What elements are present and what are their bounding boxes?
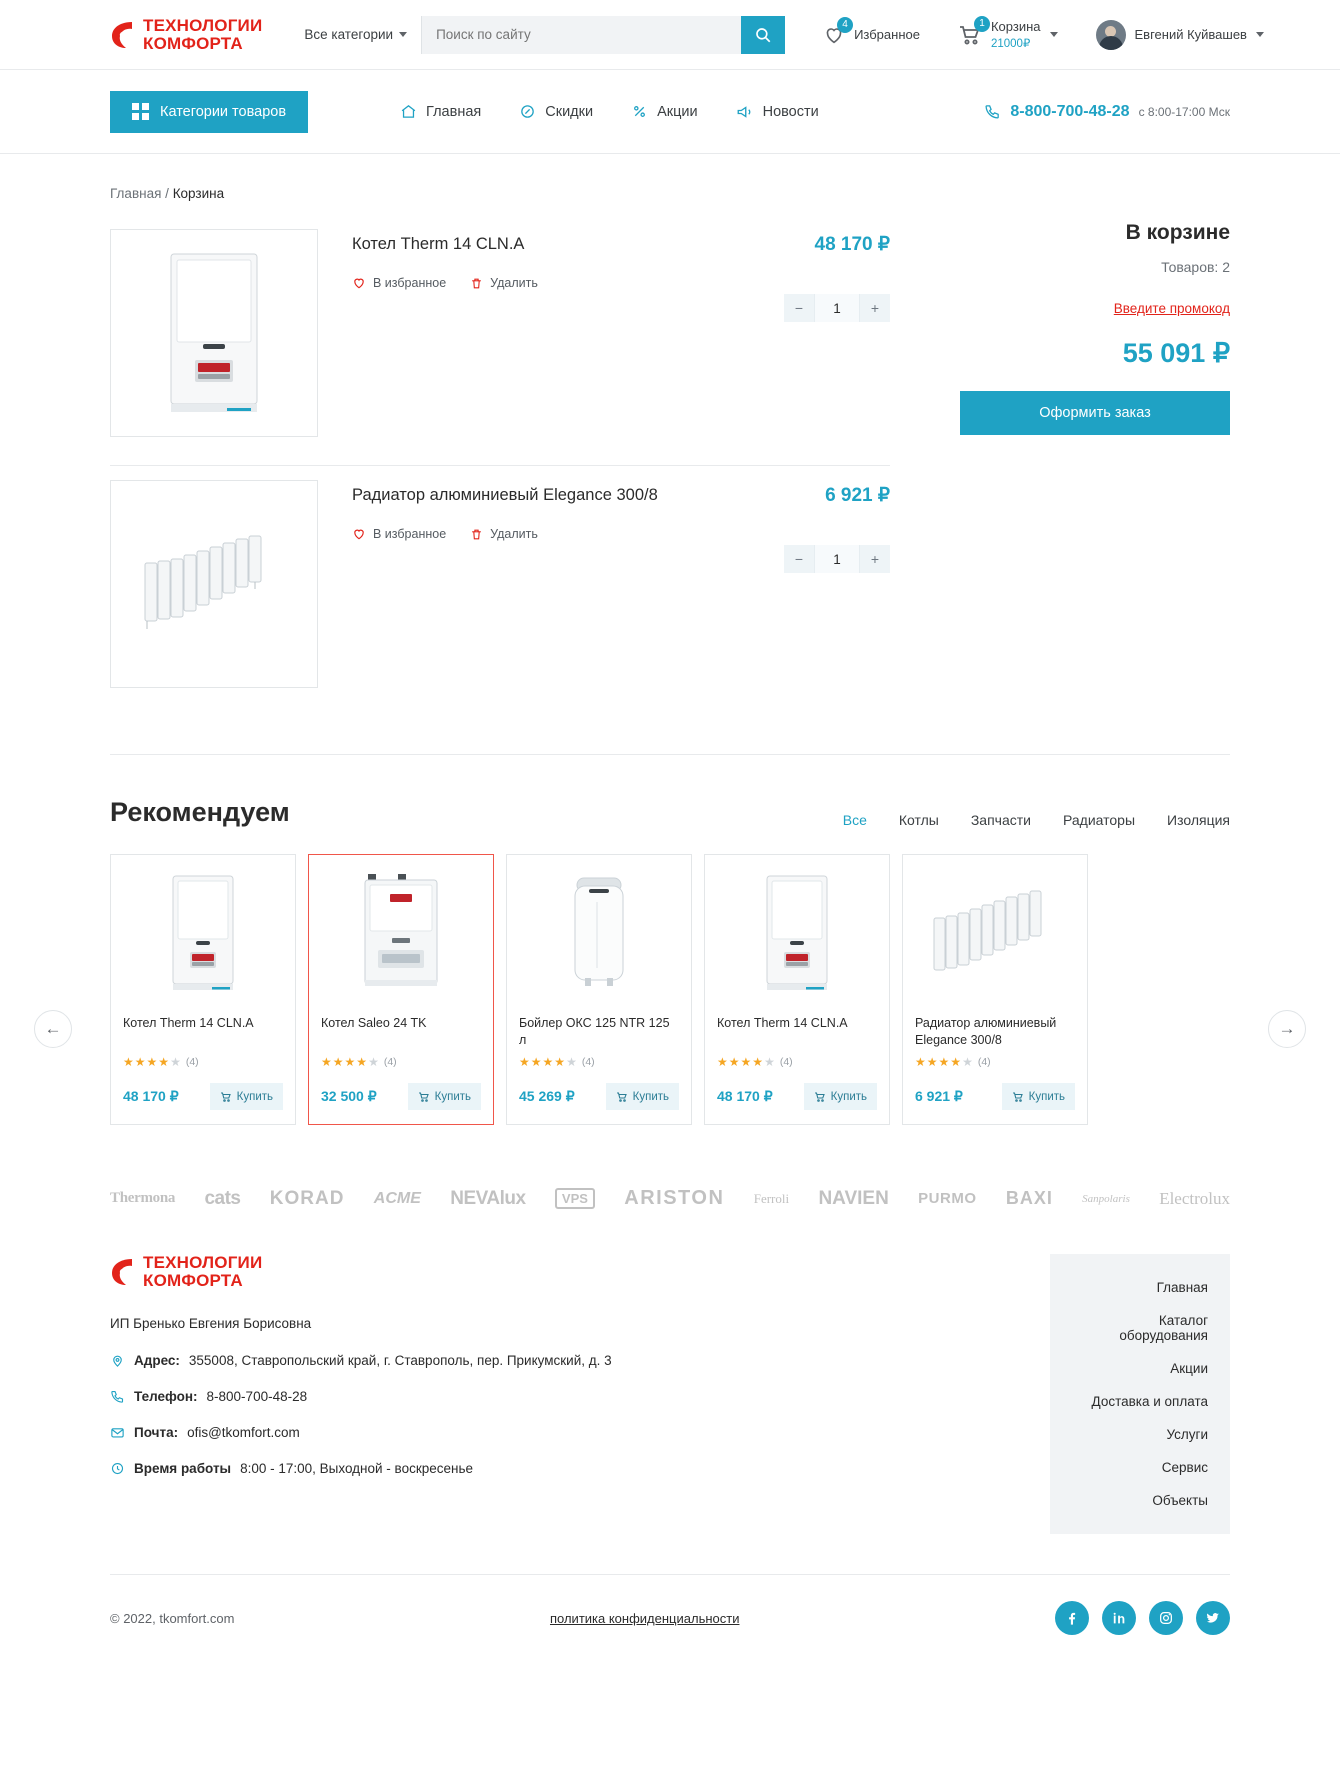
footer-logo-line-2: КОМФОРТА — [143, 1270, 243, 1290]
logo-line-2: КОМФОРТА — [143, 33, 243, 53]
footer-menu-item-objects[interactable]: Объекты — [1152, 1493, 1208, 1508]
cart-summary-count: Товаров: 2 — [1161, 259, 1230, 275]
nav-item-news[interactable] — [736, 103, 819, 121]
star-icon: ★ — [158, 1055, 170, 1069]
cart-item-actions — [352, 276, 750, 290]
brand-logo-navien: NAVIEN — [818, 1187, 889, 1209]
cart-total: 55 091 ₽ — [1122, 338, 1230, 368]
brand-logo-korad: KORAD — [269, 1187, 345, 1209]
search-input[interactable] — [434, 26, 741, 43]
nav-phone-hours: с 8:00-17:00 Мск — [1138, 104, 1230, 119]
footer-hours — [110, 1461, 910, 1476]
footer-menu-item-service[interactable]: Сервис — [1161, 1460, 1208, 1475]
footer-mail — [110, 1425, 910, 1440]
product-title[interactable]: Бойлер ОКС 125 NTR 125 л — [519, 1016, 670, 1047]
cart-layout — [110, 215, 1230, 716]
recommend-cards — [110, 854, 1230, 1125]
footer-menu — [1050, 1254, 1230, 1534]
cart-items-list — [110, 215, 890, 716]
footer-hours-label: Время работы — [134, 1460, 232, 1476]
footer-company: ИП Бренько Евгения Борисовна — [110, 1315, 312, 1331]
product-card-footer — [507, 1069, 691, 1124]
footer-phone-label: Телефон: — [134, 1388, 198, 1404]
logo-text — [143, 17, 262, 53]
cart-item-price-qty — [750, 229, 890, 437]
delete-item-label: Удалить — [490, 527, 538, 541]
content — [0, 154, 1340, 1669]
star-icon: ★ — [950, 1055, 962, 1069]
reviews-count: (4) — [185, 1056, 199, 1068]
chevron-down-icon — [1256, 32, 1264, 37]
tab-boilers[interactable]: Котлы — [898, 812, 939, 828]
cart-item-title[interactable]: Радиатор алюминиевый Elegance 300/8 — [352, 486, 658, 504]
buy-button[interactable] — [408, 1083, 481, 1110]
product-image — [111, 855, 295, 1005]
star-icon: ★ — [740, 1055, 752, 1069]
trash-icon — [470, 277, 483, 290]
star-icon: ★ — [146, 1055, 158, 1069]
cart-icon — [958, 18, 985, 47]
product-price: 48 170 ₽ — [123, 1088, 179, 1104]
cart-item-title[interactable]: Котел Therm 14 CLN.A — [352, 235, 525, 253]
recommend-header — [110, 755, 1230, 854]
chevron-down-icon — [399, 32, 407, 37]
footer-left — [110, 1254, 910, 1534]
product-title[interactable]: Радиатор алюминиевый Elegance 300/8 — [915, 1016, 1057, 1047]
product-card[interactable] — [308, 854, 494, 1125]
cart-texts — [991, 19, 1041, 50]
brand-strip — [110, 1125, 1230, 1254]
tab-all[interactable]: Все — [842, 812, 867, 828]
add-to-favorites-label: В избранное — [373, 276, 447, 290]
cart-summary — [960, 215, 1230, 716]
star-icon: ★ — [542, 1055, 554, 1069]
search-icon — [754, 26, 772, 44]
nav-links — [400, 103, 819, 121]
megaphone-icon — [736, 103, 754, 121]
tab-radiators[interactable]: Радиаторы — [1062, 812, 1136, 828]
footer-address-label: Адрес: — [134, 1352, 180, 1368]
star-icon: ★ — [134, 1055, 146, 1069]
footer-bottom — [110, 1575, 1230, 1669]
cart-item-thumbnail[interactable] — [110, 480, 318, 688]
facebook-icon[interactable] — [1055, 1601, 1089, 1635]
promo-code-link[interactable]: Введите промокод — [1113, 301, 1230, 316]
catalog-button-label: Категории товаров — [160, 103, 287, 120]
product-card-footer — [705, 1069, 889, 1124]
gas-boiler-wall-mounted-icon — [167, 248, 261, 418]
brand-logo-cats: cats — [204, 1187, 241, 1209]
rating — [309, 1051, 493, 1069]
buy-button-label: Купить — [632, 1090, 669, 1103]
phone-icon — [984, 103, 1001, 120]
quantity-increase-button[interactable]: + — [860, 545, 890, 573]
footer-menu-item-promotions[interactable]: Акции — [1170, 1361, 1208, 1376]
cart-item-price-qty — [750, 480, 890, 688]
cart-label: Корзина — [990, 19, 1041, 34]
footer-menu-item-home[interactable]: Главная — [1156, 1280, 1208, 1295]
footer-phone-value[interactable]: 8-800-700-48-28 — [206, 1388, 308, 1404]
linkedin-icon[interactable] — [1102, 1601, 1136, 1635]
site-logo[interactable] — [110, 17, 262, 53]
footer-hours-value: 8:00 - 17:00, Выходной - воскресенье — [240, 1460, 474, 1476]
quantity-value[interactable]: 1 — [814, 545, 860, 573]
reviews-count: (4) — [779, 1056, 793, 1068]
product-card[interactable] — [704, 854, 890, 1125]
product-card-footer — [903, 1069, 1087, 1124]
footer-logo-text — [143, 1254, 262, 1290]
reviews-count: (4) — [977, 1056, 991, 1068]
cart-item-thumbnail[interactable] — [110, 229, 318, 437]
product-price: 32 500 ₽ — [321, 1088, 377, 1104]
brand-logo-thermona: Thermona — [110, 1190, 176, 1206]
product-card-footer — [111, 1069, 295, 1124]
table-row — [110, 466, 890, 716]
checkout-button[interactable]: Оформить заказ — [960, 391, 1230, 435]
product-card[interactable] — [110, 854, 296, 1125]
quantity-decrease-button[interactable]: − — [784, 545, 814, 573]
buy-button-label: Купить — [434, 1090, 471, 1103]
cart-item-price: 6 921 ₽ — [825, 485, 890, 506]
brand-logo-sanpolaris: Sanpolaris — [1082, 1192, 1130, 1205]
buy-button-label: Купить — [830, 1090, 867, 1103]
add-to-favorites-label: В избранное — [373, 527, 447, 541]
delete-item-label: Удалить — [490, 276, 538, 290]
copyright: © 2022, tkomfort.com — [110, 1610, 235, 1626]
brand-logo-ferroli: Ferroli — [753, 1190, 790, 1206]
nav-phone[interactable] — [984, 103, 1230, 121]
user-name: Евгений Куйвашев — [1134, 27, 1247, 42]
star-icon: ★ — [554, 1055, 566, 1069]
table-row — [110, 215, 890, 466]
quantity-stepper[interactable] — [784, 545, 890, 573]
nav-item-discounts-label: Скидки — [545, 103, 594, 120]
cart-icon — [1012, 1091, 1024, 1103]
footer-mail-label: Почта: — [134, 1424, 179, 1440]
star-icon: ★ — [962, 1055, 973, 1069]
category-select-label: Все категории — [304, 27, 394, 42]
cart-summary-title: В корзине — [1125, 221, 1230, 244]
search-button[interactable] — [741, 16, 785, 54]
buy-button[interactable] — [804, 1083, 877, 1110]
brand-logo-vps: VPS — [555, 1188, 595, 1209]
instagram-icon[interactable] — [1149, 1601, 1183, 1635]
product-image — [507, 855, 691, 1005]
star-icon: ★ — [717, 1055, 728, 1069]
footer — [110, 1254, 1230, 1574]
nav-item-promotions[interactable] — [631, 103, 698, 120]
product-price: 45 269 ₽ — [519, 1088, 575, 1104]
favorites-label: Избранное — [854, 27, 920, 42]
buy-button[interactable] — [210, 1083, 283, 1110]
brand-logo-nevalux: NEVAlux — [450, 1187, 526, 1209]
product-title[interactable]: Котел Saleo 24 TK — [321, 1016, 427, 1030]
cart-badge: 1 — [974, 16, 990, 32]
cart-icon — [616, 1091, 628, 1103]
home-icon — [400, 103, 417, 120]
brand-logo-purmo: PURMO — [918, 1190, 977, 1207]
star-icon: ★ — [566, 1055, 577, 1069]
user-menu[interactable] — [1096, 20, 1264, 50]
phone-icon — [110, 1389, 125, 1404]
logo-mark-icon — [110, 20, 136, 50]
footer-phone — [110, 1389, 910, 1404]
quantity-value[interactable]: 1 — [814, 294, 860, 322]
logo-mark-icon — [110, 1257, 136, 1287]
buy-button-label: Купить — [236, 1090, 273, 1103]
star-icon: ★ — [356, 1055, 368, 1069]
rating — [903, 1051, 1087, 1069]
catalog-button[interactable] — [110, 91, 308, 133]
star-icon: ★ — [519, 1055, 530, 1069]
breadcrumb-current: Корзина — [172, 186, 225, 201]
star-icon: ★ — [123, 1055, 134, 1069]
social-links — [1055, 1601, 1230, 1635]
product-card[interactable] — [506, 854, 692, 1125]
nav-item-promotions-label: Акции — [657, 103, 698, 120]
star-icon: ★ — [915, 1055, 926, 1069]
recommend-tabs — [843, 812, 1230, 828]
product-card[interactable] — [902, 854, 1088, 1125]
breadcrumb — [110, 154, 1230, 215]
star-icon: ★ — [530, 1055, 542, 1069]
favorites-button[interactable] — [823, 19, 920, 46]
star-icon: ★ — [321, 1055, 332, 1069]
nav-item-discounts[interactable] — [519, 103, 593, 120]
tab-parts[interactable]: Запчасти — [970, 812, 1031, 828]
rating — [111, 1051, 295, 1069]
gas-boiler-saleo-icon — [362, 872, 440, 996]
product-title[interactable]: Котел Therm 14 CLN.A — [717, 1016, 848, 1030]
nav-phone-number: 8-800-700-48-28 — [1010, 102, 1130, 120]
water-heater-tank-icon — [567, 872, 631, 996]
heart-icon — [352, 527, 366, 541]
discount-icon — [519, 103, 536, 120]
cart-sum: 21000₽ — [990, 38, 1031, 50]
star-icon: ★ — [344, 1055, 356, 1069]
star-icon: ★ — [764, 1055, 775, 1069]
cart-item-price: 48 170 ₽ — [814, 234, 890, 255]
product-price: 6 921 ₽ — [915, 1088, 963, 1104]
carousel-prev-button[interactable]: ← — [34, 1010, 72, 1048]
percent-icon — [631, 103, 648, 120]
buy-button-label: Купить — [1028, 1090, 1065, 1103]
cart-icon — [220, 1091, 232, 1103]
product-card-footer — [309, 1069, 493, 1124]
footer-address — [110, 1353, 910, 1368]
reviews-count: (4) — [581, 1056, 595, 1068]
rating — [507, 1051, 691, 1069]
search-input-wrap[interactable] — [421, 16, 741, 54]
product-image — [309, 855, 493, 1005]
favorites-badge: 4 — [837, 17, 853, 33]
brand-logo-electrolux: Electrolux — [1159, 1188, 1230, 1208]
add-to-favorites-button[interactable] — [352, 527, 446, 541]
carousel-next-button[interactable]: → — [1268, 1010, 1306, 1048]
aluminium-radiator-icon — [930, 884, 1060, 984]
product-title[interactable]: Котел Therm 14 CLN.A — [123, 1016, 254, 1030]
privacy-policy-link[interactable]: политика конфиденциальности — [549, 1610, 740, 1626]
cart-item-info — [318, 229, 750, 437]
nav-item-home[interactable] — [400, 103, 481, 120]
quantity-stepper[interactable] — [784, 294, 890, 322]
cart-item-info — [318, 480, 750, 688]
brand-logo-ariston: ARISTON — [624, 1187, 725, 1209]
footer-menu-item-services[interactable]: Услуги — [1166, 1427, 1208, 1442]
star-icon: ★ — [938, 1055, 950, 1069]
mail-icon — [110, 1425, 125, 1440]
footer-menu-item-delivery[interactable]: Доставка и оплата — [1091, 1394, 1208, 1409]
aluminium-radiator-icon — [139, 529, 289, 639]
logo-line-1: ТЕХНОЛОГИИ — [143, 15, 263, 35]
top-header — [0, 0, 1340, 70]
location-icon — [110, 1353, 125, 1368]
clock-icon — [110, 1461, 125, 1476]
grid-icon — [132, 103, 149, 120]
cart-icon — [814, 1091, 826, 1103]
trash-icon — [470, 528, 483, 541]
avatar — [1096, 20, 1126, 50]
footer-logo-line-1: ТЕХНОЛОГИИ — [143, 1253, 263, 1272]
gas-boiler-wall-mounted-icon — [170, 872, 236, 996]
nav-item-news-label: Новости — [762, 103, 819, 120]
chevron-down-icon — [1050, 32, 1058, 37]
search-area — [304, 16, 785, 54]
quantity-increase-button[interactable]: + — [860, 294, 890, 322]
tab-insulation[interactable]: Изоляция — [1167, 812, 1230, 828]
star-icon: ★ — [752, 1055, 764, 1069]
footer-logo[interactable] — [110, 1254, 910, 1290]
star-icon: ★ — [332, 1055, 344, 1069]
brand-logo-baxi: BAXI — [1005, 1188, 1053, 1208]
page-title: Рекомендуем — [110, 797, 290, 827]
product-price: 48 170 ₽ — [717, 1088, 773, 1104]
heart-icon — [823, 19, 848, 46]
buy-button[interactable] — [606, 1083, 679, 1110]
breadcrumb-home[interactable]: Главная — [110, 186, 162, 201]
nav-item-home-label: Главная — [426, 103, 482, 120]
add-to-favorites-button[interactable] — [352, 276, 446, 290]
star-icon: ★ — [170, 1055, 181, 1069]
delete-item-button[interactable] — [470, 527, 538, 541]
breadcrumb-sep: / — [165, 186, 169, 201]
cart-icon — [418, 1091, 430, 1103]
reviews-count: (4) — [383, 1056, 397, 1068]
rating — [705, 1051, 889, 1069]
star-icon: ★ — [926, 1055, 938, 1069]
footer-address-value: 355008, Ставропольский край, г. Ставрополь, пер. Прикумский, д. 3 — [188, 1352, 612, 1368]
main-nav — [0, 70, 1340, 154]
brand-logo-acme: ACME — [373, 1189, 421, 1207]
cart-item-actions — [352, 527, 750, 541]
footer-menu-item-catalog[interactable]: Каталог оборудования — [1119, 1313, 1208, 1343]
cart-button[interactable] — [958, 19, 1058, 50]
star-icon: ★ — [728, 1055, 740, 1069]
delete-item-button[interactable] — [470, 276, 538, 290]
category-select[interactable] — [304, 27, 421, 42]
buy-button[interactable] — [1002, 1083, 1075, 1110]
product-image — [903, 855, 1087, 1005]
footer-mail-value[interactable]: ofis@tkomfort.com — [187, 1424, 300, 1440]
heart-icon — [352, 276, 366, 290]
product-image — [705, 855, 889, 1005]
twitter-icon[interactable] — [1196, 1601, 1230, 1635]
gas-boiler-wall-mounted-icon — [764, 872, 830, 996]
quantity-decrease-button[interactable]: − — [784, 294, 814, 322]
star-icon: ★ — [368, 1055, 379, 1069]
